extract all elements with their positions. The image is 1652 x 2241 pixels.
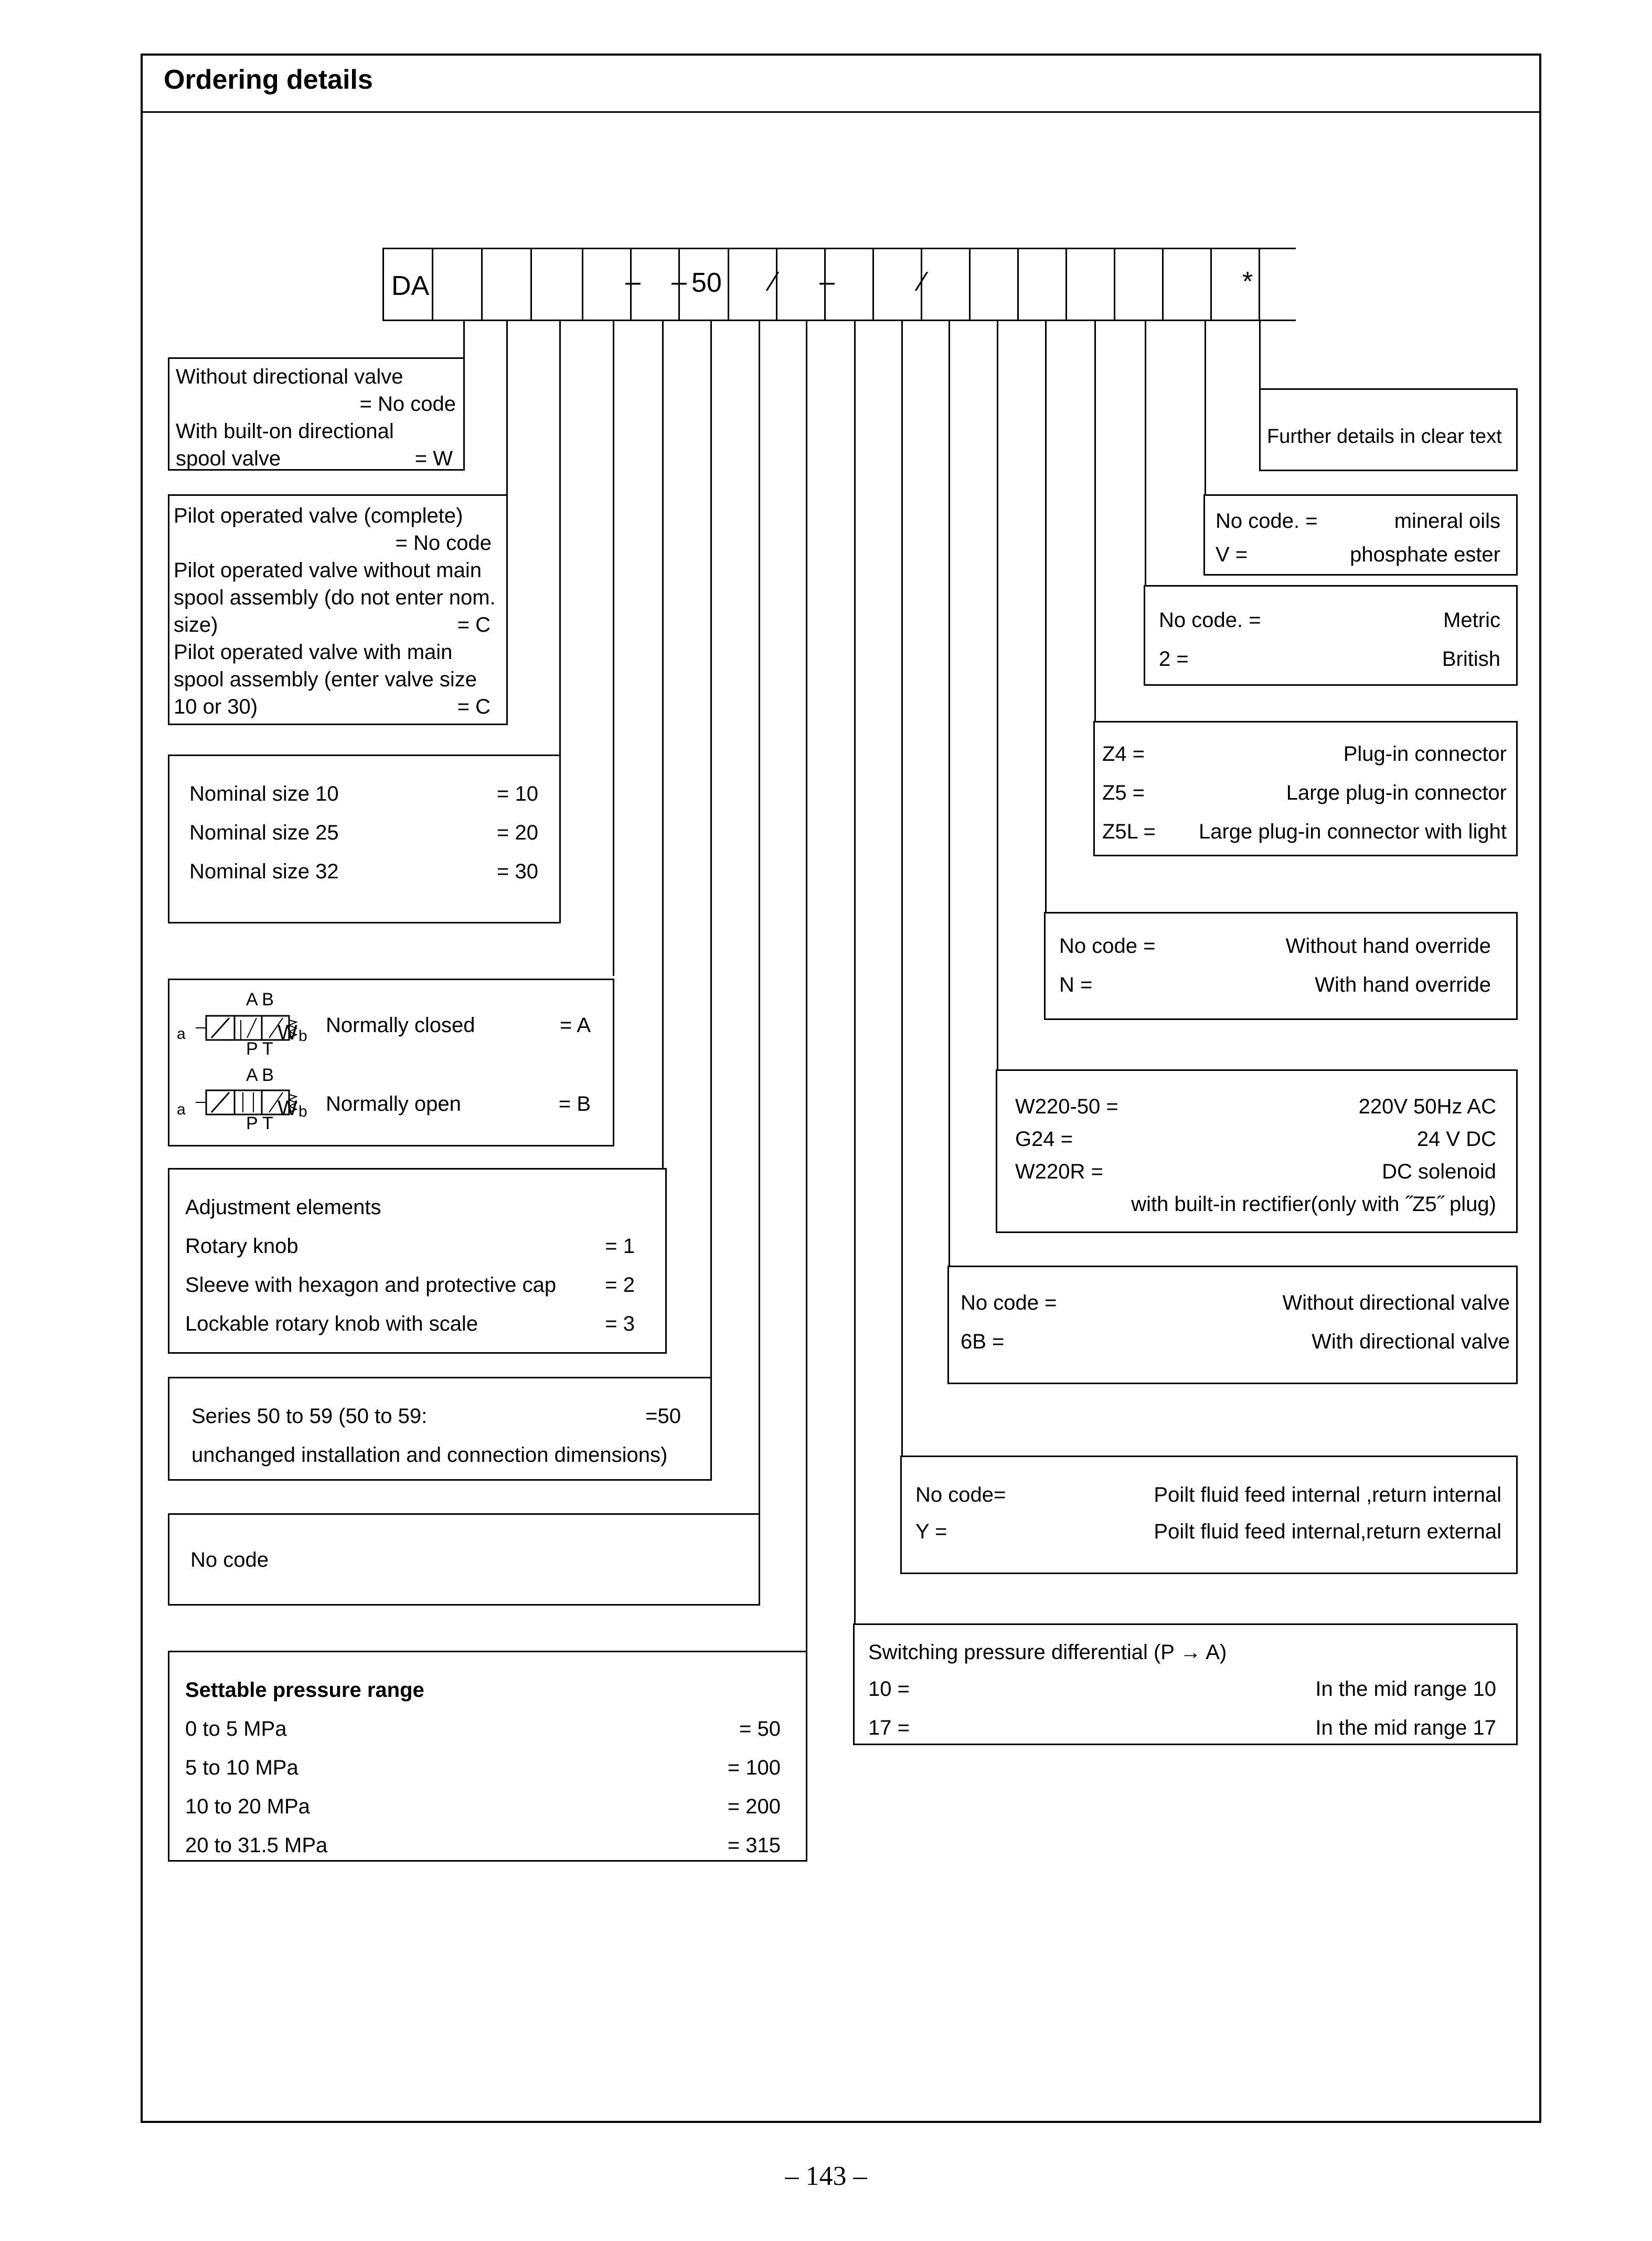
code-value: = C bbox=[457, 613, 491, 636]
leader-line bbox=[759, 321, 760, 1515]
code-cell bbox=[921, 248, 971, 321]
series-box bbox=[168, 1377, 712, 1481]
code-cell-series bbox=[678, 248, 729, 321]
row-label: 20 to 31.5 MPa bbox=[185, 1834, 328, 1857]
directional-valve-box bbox=[168, 357, 465, 471]
leader-line bbox=[613, 321, 614, 976]
text-line: Without directional valve bbox=[176, 365, 403, 388]
code-value: = 20 bbox=[497, 821, 538, 844]
code-value: 17 = bbox=[868, 1716, 910, 1739]
row-label: Nominal size 10 bbox=[189, 782, 339, 805]
row-label: Nominal size 25 bbox=[189, 821, 339, 844]
code-prefix: DA bbox=[391, 271, 430, 301]
code-value: No code = bbox=[961, 1291, 1057, 1314]
code-series: 50 bbox=[691, 268, 722, 298]
leader-line bbox=[948, 321, 950, 1270]
code-cell bbox=[776, 248, 835, 321]
text-line: Pilot operated valve without main bbox=[174, 559, 482, 582]
text-line: Further details in clear text bbox=[1267, 426, 1502, 448]
solenoid-tag-left: a bbox=[177, 1101, 186, 1118]
code-dash: – bbox=[625, 267, 641, 297]
spring-tag-sub: b bbox=[299, 1027, 307, 1045]
code-slash: ⁄ bbox=[920, 267, 925, 297]
port-labels-top: A B bbox=[246, 1065, 274, 1085]
switching-pressure-box bbox=[853, 1623, 1518, 1745]
code-value: Y = bbox=[915, 1520, 947, 1543]
hand-override-box bbox=[1044, 912, 1518, 1020]
code-cell bbox=[1114, 248, 1164, 321]
row-label: Large plug-in connector with light bbox=[1198, 820, 1507, 843]
port-labels-bottom: P T bbox=[246, 1113, 273, 1133]
text-line: spool assembly (do not enter nom. bbox=[174, 586, 496, 609]
row-label: Plug-in connector bbox=[1343, 742, 1507, 766]
code-value: = 200 bbox=[727, 1795, 781, 1818]
code-star: * bbox=[1242, 267, 1253, 297]
code-value: Z4 = bbox=[1102, 742, 1145, 766]
code-value: = C bbox=[457, 695, 491, 718]
text-line: 10 or 30) bbox=[174, 695, 258, 718]
text-line: Pilot operated valve (complete) bbox=[174, 504, 463, 527]
text-line: spool assembly (enter valve size bbox=[174, 668, 477, 691]
page-title: Ordering details bbox=[164, 65, 373, 95]
text-line: spool valve bbox=[176, 447, 281, 470]
code-cell bbox=[1210, 248, 1260, 321]
spring-tag-sub: b bbox=[299, 1103, 307, 1120]
row-label: Poilt fluid feed internal,return external bbox=[1154, 1520, 1501, 1543]
code-cell bbox=[824, 248, 874, 321]
spring-tag: W bbox=[278, 1021, 297, 1044]
row-label: 5 to 10 MPa bbox=[185, 1756, 299, 1779]
row-label: Without hand override bbox=[1285, 934, 1491, 958]
page-number: – 143 – bbox=[785, 2161, 867, 2191]
further-details-box bbox=[1259, 388, 1518, 471]
spring-tag: W bbox=[278, 1097, 297, 1120]
code-cell bbox=[1162, 248, 1212, 321]
leader-line bbox=[806, 321, 807, 1651]
code-value: No code. = bbox=[1216, 509, 1318, 533]
pilot-feed-box bbox=[900, 1456, 1518, 1574]
row-label: In the mid range 17 bbox=[1315, 1716, 1496, 1739]
code-value: No code= bbox=[915, 1483, 1006, 1506]
connector-box bbox=[1093, 721, 1518, 856]
code-value: = W bbox=[414, 447, 453, 470]
section-title: Switching pressure differential (P → A) bbox=[868, 1641, 1227, 1664]
leader-line bbox=[1145, 321, 1146, 588]
code-slash: ⁄ bbox=[771, 267, 776, 297]
code-cell-da bbox=[382, 248, 433, 321]
leader-line bbox=[710, 321, 712, 1377]
code-cell bbox=[1065, 248, 1115, 321]
code-value: = 30 bbox=[497, 860, 538, 883]
code-cell bbox=[969, 248, 1019, 321]
code-value: = B bbox=[558, 1092, 591, 1116]
section-title: Adjustment elements bbox=[185, 1196, 381, 1219]
text-line: with built-in rectifier(only with ˝Z5˝ plug) bbox=[1131, 1193, 1496, 1216]
header-divider bbox=[141, 111, 1541, 113]
code-value: No code. = bbox=[1159, 609, 1261, 632]
port-labels-bottom: P T bbox=[246, 1039, 273, 1059]
leader-line bbox=[506, 321, 508, 494]
code-cell bbox=[530, 248, 583, 321]
code-value: = 100 bbox=[727, 1756, 781, 1779]
row-label: Metric bbox=[1443, 609, 1500, 632]
text-line: No code bbox=[190, 1548, 269, 1571]
code-value: W220R = bbox=[1015, 1160, 1103, 1183]
row-label: DC solenoid bbox=[1382, 1160, 1496, 1183]
code-value: = 50 bbox=[739, 1717, 781, 1740]
code-cell bbox=[728, 248, 777, 321]
row-label: Lockable rotary knob with scale bbox=[185, 1312, 478, 1335]
port-labels-top: A B bbox=[246, 990, 274, 1010]
row-label: Normally open bbox=[326, 1092, 461, 1116]
row-label: Normally closed bbox=[326, 1014, 475, 1037]
code-value: = A bbox=[560, 1014, 591, 1037]
row-label: British bbox=[1442, 647, 1500, 671]
code-value: No code = bbox=[1059, 934, 1156, 958]
code-value: = 1 bbox=[605, 1235, 635, 1258]
code-value: Z5L = bbox=[1102, 820, 1156, 843]
leader-line bbox=[901, 321, 903, 1458]
text-line: size) bbox=[174, 613, 218, 636]
leader-line bbox=[662, 321, 664, 1169]
code-value: N = bbox=[1059, 973, 1093, 996]
row-label: Large plug-in connector bbox=[1286, 781, 1507, 804]
row-label: 0 to 5 MPa bbox=[185, 1717, 287, 1740]
code-value: = 10 bbox=[497, 782, 538, 805]
row-label: Sleeve with hexagon and protective cap bbox=[185, 1273, 557, 1297]
pilot-valve-box bbox=[168, 494, 508, 725]
code-cell bbox=[582, 248, 641, 321]
code-cell bbox=[872, 248, 925, 321]
row-label: 24 V DC bbox=[1416, 1128, 1496, 1151]
directional-option-box bbox=[947, 1266, 1518, 1384]
row-label: Poilt fluid feed internal ,return internal bbox=[1154, 1483, 1501, 1506]
code-value: = 315 bbox=[727, 1834, 781, 1857]
code-cell bbox=[630, 248, 687, 321]
text-line: = No code bbox=[395, 532, 492, 555]
no-code-box bbox=[168, 1513, 760, 1606]
code-value: G24 = bbox=[1015, 1128, 1073, 1151]
code-dash: – bbox=[672, 267, 687, 297]
leader-line bbox=[997, 321, 998, 1071]
nominal-size-box bbox=[168, 755, 561, 923]
row-label: 10 to 20 MPa bbox=[185, 1795, 310, 1818]
row-label: Rotary knob bbox=[185, 1235, 299, 1258]
text-line: unchanged installation and connection dimensions) bbox=[191, 1443, 668, 1467]
code-value: 2 = bbox=[1159, 647, 1189, 671]
voltage-box bbox=[996, 1069, 1518, 1233]
code-dash: – bbox=[819, 267, 835, 297]
valve-symbol-box bbox=[168, 979, 614, 1146]
code-value: =50 bbox=[645, 1405, 681, 1428]
code-value: V = bbox=[1216, 543, 1248, 566]
leader-line bbox=[1045, 321, 1047, 913]
leader-line bbox=[1094, 321, 1096, 725]
row-label: In the mid range 10 bbox=[1315, 1677, 1496, 1701]
code-value: W220-50 = bbox=[1015, 1095, 1118, 1118]
text-line: Pilot operated valve with main bbox=[174, 641, 453, 664]
adjustment-elements-box bbox=[168, 1168, 667, 1354]
code-value: = 3 bbox=[605, 1312, 635, 1335]
pressure-range-box bbox=[168, 1651, 807, 1862]
row-label: mineral oils bbox=[1394, 509, 1500, 533]
code-row-extension bbox=[1259, 320, 1296, 321]
code-value: 10 = bbox=[868, 1677, 910, 1701]
code-row-extension bbox=[1259, 248, 1296, 249]
row-label: phosphate ester bbox=[1350, 543, 1500, 566]
text-line: = No code bbox=[359, 392, 456, 416]
text-line: With built-on directional bbox=[176, 420, 394, 443]
solenoid-tag-left: a bbox=[177, 1025, 186, 1043]
row-label: With hand override bbox=[1315, 973, 1491, 996]
text-line: Series 50 to 59 (50 to 59: bbox=[191, 1405, 428, 1428]
code-cell bbox=[481, 248, 532, 321]
leader-line bbox=[559, 321, 561, 758]
code-cell bbox=[1017, 248, 1067, 321]
code-value: Z5 = bbox=[1102, 781, 1145, 804]
section-title: Settable pressure range bbox=[185, 1679, 424, 1702]
code-value: = 2 bbox=[605, 1273, 635, 1297]
row-label: Nominal size 32 bbox=[189, 860, 339, 883]
thread-box bbox=[1144, 585, 1518, 686]
code-cell bbox=[432, 248, 483, 321]
row-label: Without directional valve bbox=[1282, 1291, 1510, 1314]
row-label: 220V 50Hz AC bbox=[1358, 1095, 1496, 1118]
fluid-box bbox=[1203, 494, 1518, 576]
code-value: 6B = bbox=[961, 1330, 1005, 1353]
leader-line bbox=[854, 321, 856, 1627]
leader-line bbox=[1259, 321, 1261, 389]
row-label: With directional valve bbox=[1312, 1330, 1510, 1353]
